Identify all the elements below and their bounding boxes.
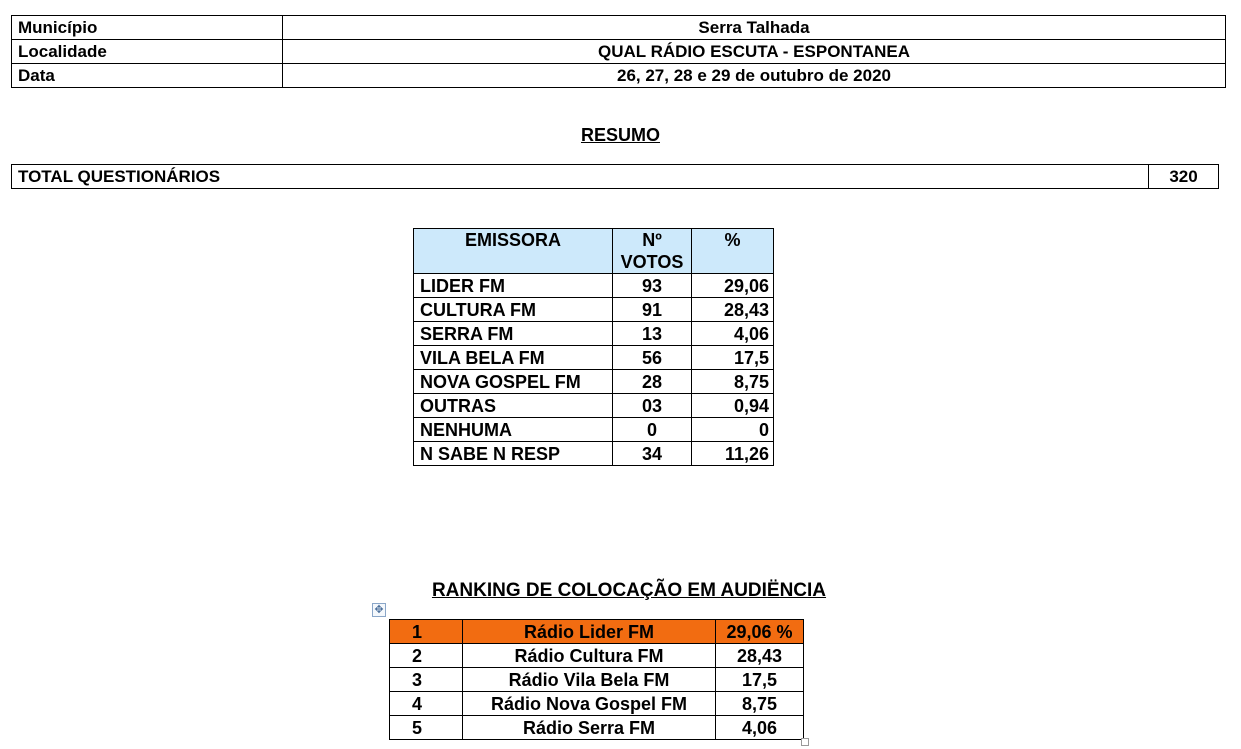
emissora-name: OUTRAS bbox=[414, 394, 613, 418]
table-row bbox=[390, 644, 804, 668]
ranking-pct: 17,5 bbox=[716, 668, 804, 692]
emissora-votos: 28 bbox=[613, 370, 692, 394]
municipio-value: Serra Talhada bbox=[283, 16, 1226, 40]
ranking-name: Rádio Vila Bela FM bbox=[463, 668, 716, 692]
ranking-pct: 8,75 bbox=[716, 692, 804, 716]
ranking-position: 2 bbox=[390, 644, 463, 668]
header-emissora: EMISSORA bbox=[414, 229, 613, 274]
table-row bbox=[414, 298, 774, 322]
ranking-pct: 28,43 bbox=[716, 644, 804, 668]
table-row bbox=[390, 692, 804, 716]
emissora-votos: 56 bbox=[613, 346, 692, 370]
emissora-votos: 91 bbox=[613, 298, 692, 322]
emissora-table-body bbox=[414, 274, 774, 466]
resumo-title: RESUMO bbox=[580, 125, 660, 145]
ranking-table-body bbox=[390, 620, 804, 740]
table-row bbox=[414, 370, 774, 394]
emissora-name: SERRA FM bbox=[414, 322, 613, 346]
total-table bbox=[11, 164, 1219, 189]
ranking-position: 1 bbox=[390, 620, 463, 644]
data-value: 26, 27, 28 e 29 de outubro de 2020 bbox=[283, 64, 1226, 88]
table-row bbox=[414, 394, 774, 418]
ranking-position: 3 bbox=[390, 668, 463, 692]
emissora-pct: 17,5 bbox=[692, 346, 774, 370]
emissora-table bbox=[413, 228, 774, 466]
ranking-name: Rádio Cultura FM bbox=[463, 644, 716, 668]
emissora-pct: 11,26 bbox=[692, 442, 774, 466]
table-row bbox=[414, 442, 774, 466]
emissora-votos: 03 bbox=[613, 394, 692, 418]
info-row-municipio bbox=[12, 16, 1226, 40]
emissora-pct: 28,43 bbox=[692, 298, 774, 322]
emissora-votos: 34 bbox=[613, 442, 692, 466]
emissora-votos: 13 bbox=[613, 322, 692, 346]
emissora-pct: 29,06 bbox=[692, 274, 774, 298]
ranking-table bbox=[389, 619, 804, 740]
emissora-header-row bbox=[414, 229, 774, 274]
emissora-pct: 8,75 bbox=[692, 370, 774, 394]
emissora-name: LIDER FM bbox=[414, 274, 613, 298]
ranking-position: 4 bbox=[390, 692, 463, 716]
table-row bbox=[414, 346, 774, 370]
municipio-label: Município bbox=[12, 16, 283, 40]
ranking-name: Rádio Nova Gospel FM bbox=[463, 692, 716, 716]
header-pct: % bbox=[692, 229, 774, 274]
ranking-name: Rádio Lider FM bbox=[463, 620, 716, 644]
ranking-pct: 29,06 % bbox=[716, 620, 804, 644]
emissora-name: CULTURA FM bbox=[414, 298, 613, 322]
emissora-pct: 4,06 bbox=[692, 322, 774, 346]
ranking-pct: 4,06 bbox=[716, 716, 804, 740]
total-label: TOTAL QUESTIONÁRIOS bbox=[12, 165, 1149, 189]
info-row-localidade bbox=[12, 40, 1226, 64]
emissora-name: N SABE N RESP bbox=[414, 442, 613, 466]
total-row bbox=[12, 165, 1219, 189]
data-label: Data bbox=[12, 64, 283, 88]
table-row bbox=[390, 716, 804, 740]
info-row-data bbox=[12, 64, 1226, 88]
emissora-votos: 93 bbox=[613, 274, 692, 298]
header-votos: Nº VOTOS bbox=[613, 229, 692, 274]
move-handle-icon[interactable]: ✥ bbox=[372, 603, 386, 617]
emissora-votos: 0 bbox=[613, 418, 692, 442]
ranking-position: 5 bbox=[390, 716, 463, 740]
emissora-pct: 0,94 bbox=[692, 394, 774, 418]
localidade-label: Localidade bbox=[12, 40, 283, 64]
table-row bbox=[390, 620, 804, 644]
emissora-name: NENHUMA bbox=[414, 418, 613, 442]
total-value: 320 bbox=[1149, 165, 1219, 189]
localidade-value: QUAL RÁDIO ESCUTA - ESPONTANEA bbox=[283, 40, 1226, 64]
emissora-pct: 0 bbox=[692, 418, 774, 442]
resize-handle-icon[interactable] bbox=[801, 738, 809, 746]
table-row bbox=[390, 668, 804, 692]
table-row bbox=[414, 274, 774, 298]
table-row bbox=[414, 418, 774, 442]
table-row bbox=[414, 322, 774, 346]
emissora-name: NOVA GOSPEL FM bbox=[414, 370, 613, 394]
ranking-name: Rádio Serra FM bbox=[463, 716, 716, 740]
emissora-name: VILA BELA FM bbox=[414, 346, 613, 370]
info-table bbox=[11, 15, 1226, 88]
ranking-title: RANKING DE COLOCAÇÃO EM AUDIËNCIA bbox=[431, 580, 827, 601]
